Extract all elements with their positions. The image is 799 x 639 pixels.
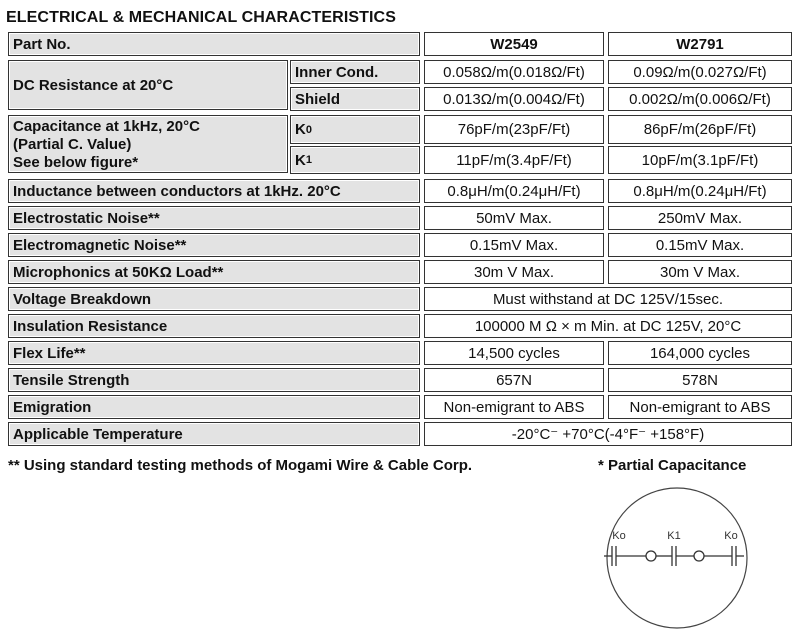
k0-label	[290, 115, 420, 144]
conductor-right	[694, 551, 704, 561]
shield-w2549: 0.013Ω/m(0.004Ω/Ft)	[424, 87, 604, 111]
part-no-w2549: W2549	[424, 32, 604, 56]
diagram-title: * Partial Capacitance	[598, 457, 747, 474]
electromagnetic-noise-w2791: 0.15mV Max.	[608, 233, 792, 257]
electromagnetic-noise-w2549: 0.15mV Max.	[424, 233, 604, 257]
inductance-w2549: 0.8μH/m(0.24μH/Ft)	[424, 179, 604, 203]
dc-resistance-label: DC Resistance at 20°C	[8, 60, 288, 110]
microphonics-w2549: 30m V Max.	[424, 260, 604, 284]
emigration-w2549: Non-emigrant to ABS	[424, 395, 604, 419]
conductor-left	[646, 551, 656, 561]
k0-label-main: K	[295, 121, 306, 138]
flex-life-w2791: 164,000 cycles	[608, 341, 792, 365]
tensile-strength-w2549: 657N	[424, 368, 604, 392]
insulation-resistance-value: 100000 M Ω × m Min. at DC 125V, 20°C	[424, 314, 792, 338]
label-k0-right: Ko	[724, 530, 738, 542]
tensile-strength-label: Tensile Strength	[8, 368, 420, 392]
flex-life-label: Flex Life**	[8, 341, 420, 365]
capacitance-label-line: (Partial C. Value)	[13, 136, 132, 153]
electromagnetic-noise-label: Electromagnetic Noise**	[8, 233, 420, 257]
k1-label	[290, 146, 420, 174]
part-no-label: Part No.	[8, 32, 420, 56]
capacitance-label	[8, 115, 288, 173]
inductance-label: Inductance between conductors at 1kHz. 20°C	[8, 179, 420, 203]
voltage-breakdown-value: Must withstand at DC 125V/15sec.	[424, 287, 792, 311]
microphonics-w2791: 30m V Max.	[608, 260, 792, 284]
capacitance-label-line: Capacitance at 1kHz, 20°C	[13, 118, 200, 135]
inductance-w2791: 0.8μH/m(0.24μH/Ft)	[608, 179, 792, 203]
cable-outline	[607, 488, 747, 628]
label-k0-left: Ko	[612, 530, 626, 542]
inner-cond-w2791: 0.09Ω/m(0.027Ω/Ft)	[608, 60, 792, 84]
part-no-w2791: W2791	[608, 32, 792, 56]
microphonics-label: Microphonics at 50KΩ Load**	[8, 260, 420, 284]
k1-w2791: 10pF/m(3.1pF/Ft)	[608, 146, 792, 174]
label-k1: K1	[667, 530, 681, 542]
electrostatic-noise-w2791: 250mV Max.	[608, 206, 792, 230]
inner-cond-w2549: 0.058Ω/m(0.018Ω/Ft)	[424, 60, 604, 84]
shield-w2791: 0.002Ω/m(0.006Ω/Ft)	[608, 87, 792, 111]
insulation-resistance-label: Insulation Resistance	[8, 314, 420, 338]
capacitance-label-line: See below figure*	[13, 154, 139, 171]
emigration-label: Emigration	[8, 395, 420, 419]
voltage-breakdown-label: Voltage Breakdown	[8, 287, 420, 311]
k1-label-main: K	[295, 151, 306, 169]
electrostatic-noise-label: Electrostatic Noise**	[8, 206, 420, 230]
footnote: ** Using standard testing methods of Mogami Wire & Cable Corp.	[8, 457, 473, 474]
applicable-temperature-value: -20°C⁻ +70°C(-4°F⁻ +158°F)	[424, 422, 792, 446]
k1-w2549: 11pF/m(3.4pF/Ft)	[424, 146, 604, 174]
k1-label-sub: 1	[305, 154, 312, 166]
shield-label: Shield	[290, 87, 420, 111]
inner-cond-label: Inner Cond.	[290, 60, 420, 84]
page-title: ELECTRICAL & MECHANICAL CHARACTERISTICS	[6, 9, 396, 26]
flex-life-w2549: 14,500 cycles	[424, 341, 604, 365]
emigration-w2791: Non-emigrant to ABS	[608, 395, 792, 419]
tensile-strength-w2791: 578N	[608, 368, 792, 392]
electrostatic-noise-w2549: 50mV Max.	[424, 206, 604, 230]
partial-capacitance-diagram	[590, 478, 765, 639]
applicable-temperature-label: Applicable Temperature	[8, 422, 420, 446]
k0-label-sub: 0	[305, 123, 312, 136]
k0-w2791: 86pF/m(26pF/Ft)	[608, 115, 792, 144]
k0-w2549: 76pF/m(23pF/Ft)	[424, 115, 604, 144]
characteristics-table	[8, 32, 792, 452]
